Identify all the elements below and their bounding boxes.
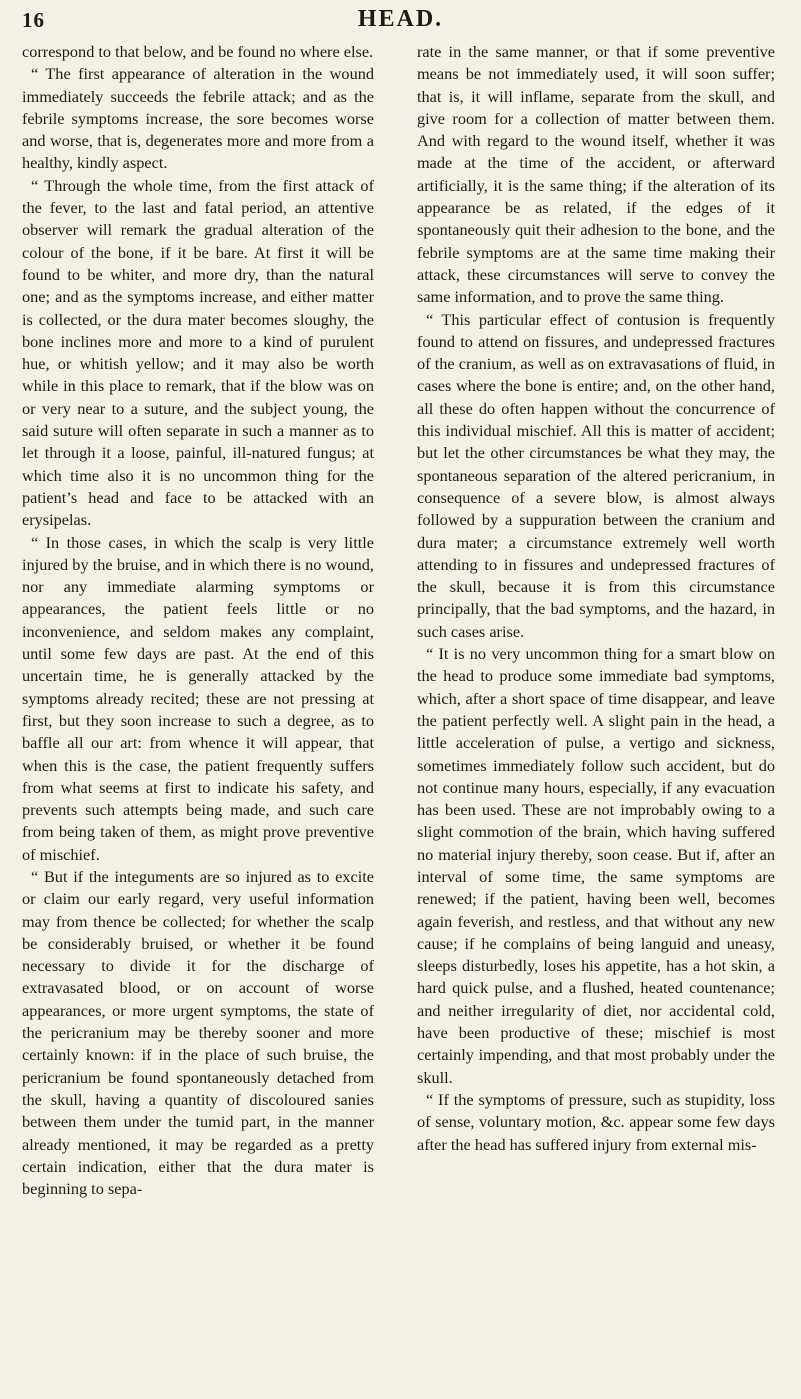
- left-column: [22, 41, 374, 1200]
- right-column: [417, 41, 775, 1156]
- paragraph: “ But if the integuments are so injured as to excite or claim our early regard, very useful information may from thence be collected; for whether the scalp be considerably bruised, or whether it be found necessary to divide it for the discharge of extravasated blood, or on account of worse appearances, or more urgent symptoms, the state of the pericranium may be thereby sooner and more certainly known: if in the place of such bruise, the pericranium be found spontaneously detached from the skull, having a quantity of discoloured sanies between them under the tumid part, in the manner already mentioned, it may be regarded as a pretty certain indication, either that the dura mater is beginning to sepa-: [22, 866, 374, 1199]
- paragraph: “ If the symptoms of pressure, such as stupidity, loss of sense, voluntary motion, &c. appear some few days after the head has suffered injury from external mis-: [417, 1089, 775, 1154]
- running-head: [0, 6, 801, 36]
- running-head-title: HEAD.: [357, 6, 444, 32]
- paragraph: “ It is no very uncommon thing for a smart blow on the head to produce some immediate bad symptoms, which, after a short space of time disappear, and leave the patient perfectly well. A slight pain in the head, a little acceleration of pulse, a vertigo and sickness, sometimes immediately follow such accident, but do not continue many hours, especially, if any evacuation has been used. These are not improbably owing to a slight commotion of the brain, which having suffered no material injury thereby, soon cease. But if, after an interval of some time, the same symptoms are renewed; if the patient, having been well, becomes again feverish, and restless, and that without any new cause; if he complains of being languid and uneasy, sleeps disturbedly, loses his appetite, has a hot skin, a hard quick pulse, and a flushed, heated countenance; and neither irregularity of diet, nor accidental cold, have been productive of these; mischief is most certainly impending, and that most probably under the skull.: [417, 644, 775, 1087]
- page-number: 16: [22, 8, 45, 32]
- paragraph: “ The first appearance of alteration in the wound immediately succeeds the febrile attack; and as the febrile symptoms increase, the sore becomes worse and worse, that is, degenerates more and more from a healthy, kindly aspect.: [22, 64, 374, 173]
- paragraph: “ In those cases, in which the scalp is very little injured by the bruise, and in which there is no wound, nor any immediate alarming symptoms or appearances, the patient feels little or no inconvenience, and seldom makes any complaint, until some few days are past. At the end of this uncertain time, he is generally attacked by the symptoms already recited; these are not pressing at first, but they soon increase to such a degree, as to baffle all our art: from whence it will appear, that when this is the case, the patient frequently suffers from what seems at first to indicate his safety, and prevents such attempts being made, and such care from being taken of them, as might prove preventive of mischief.: [22, 532, 374, 864]
- paragraph: rate in the same manner, or that if some preventive means be not immediately used, it will soon suffer; that is, it will inflame, separate from the skull, and give room for a collection of matter between them. And with regard to the wound itself, whether it was made at the time of the accident, or afterward artificially, it is the same thing; if the alteration of its appearance be as related, if the edges of it spontaneously quit their adhesion to the bone, and the febrile symptoms are at the same time making their attack, these circumstances will serve to convey the same information, and to prove the same thing.: [417, 42, 775, 307]
- paragraph: correspond to that below, and be found no where else.: [22, 42, 374, 61]
- paragraph: “ Through the whole time, from the first attack of the fever, to the last and fatal period, an attentive observer will remark the gradual alteration of the colour of the bone, if it be bare. At first it will be found to be whiter, and more dry, than the natural one; and as the symptoms increase, and either matter is collected, or the dura mater becomes sloughy, the bone inclines more and more to a kind of purulent hue, or whitish yellow; and it may also be worth while in this place to remark, that if the blow was on or very near to a suture, and the subject young, the said suture will often separate in such a manner as to let through it a loose, painful, ill-natured fungus; at which time also it is no uncommon thing for the patient’s head and face to be attacked with an erysipelas.: [22, 175, 374, 530]
- paragraph: “ This particular effect of contusion is frequently found to attend on fissures, and undepressed fractures of the cranium, as well as on extravasations of fluid, in cases where the bone is entire; and, on the other hand, all these do often happen without the concurrence of this individual mischief. All this is matter of accident; but let the other circumstances be what they may, the spontaneous separation of the altered pericranium, in consequence of a severe blow, is almost always followed by a suppuration between the cranium and dura mater; a circumstance extremely well worth attending to in fissures and undepressed fractures of the skull, because it is from this circumstance principally, that the bad symptoms, and the hazard, in such cases arise.: [417, 309, 775, 641]
